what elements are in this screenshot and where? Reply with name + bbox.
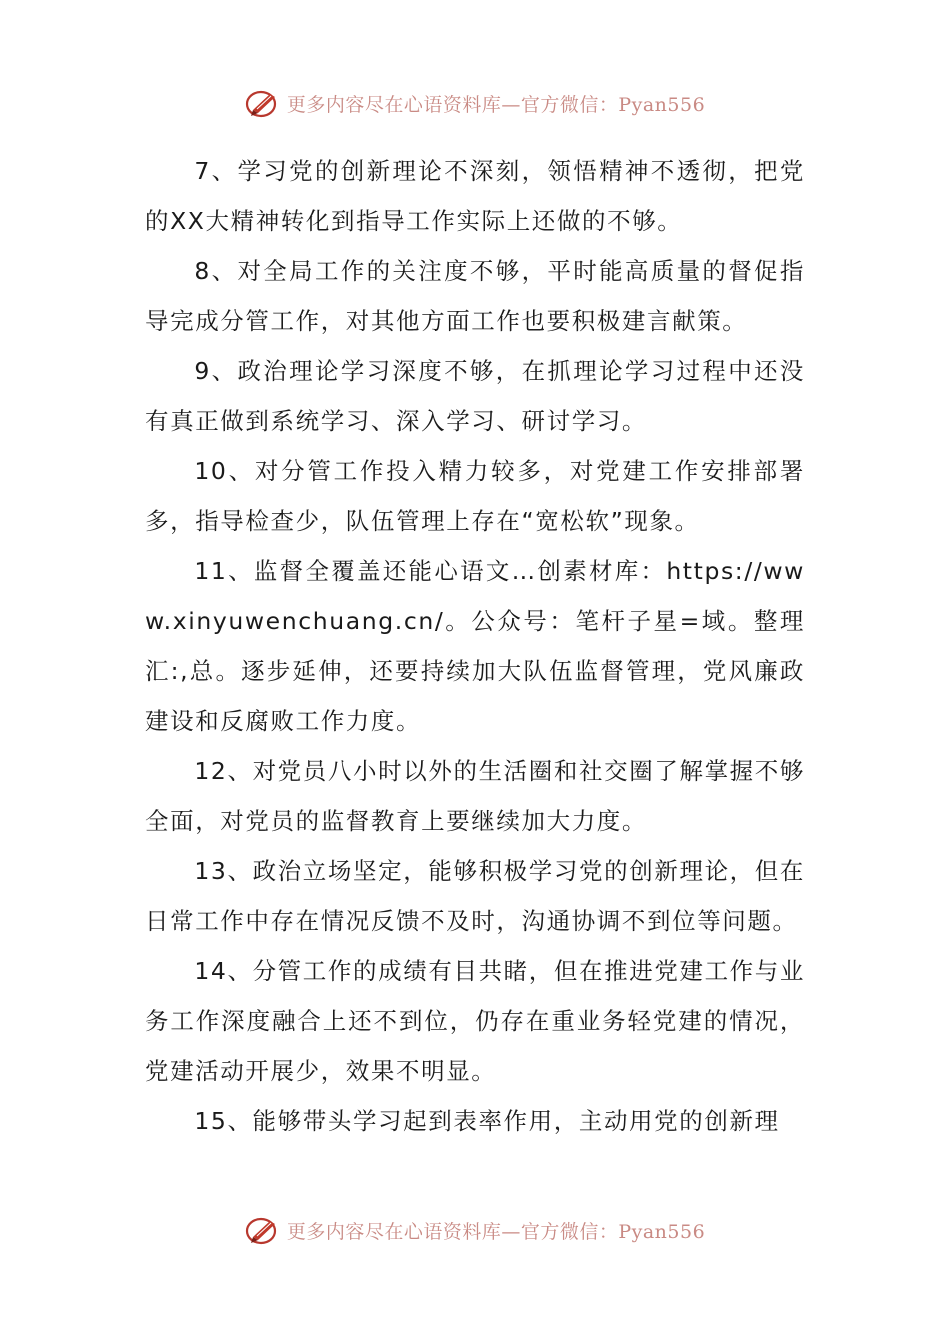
paragraph-13: 13、政治立场坚定，能够积极学习党的创新理论，但在日常工作中存在情况反馈不及时，沟通协调不到位等问题。 (145, 857, 805, 935)
paragraph-9: 9、政治理论学习深度不够，在抓理论学习过程中还没有真正做到系统学习、深入学习、研讨学习。 (145, 357, 805, 435)
header-banner-text: 更多内容尽在心语资料库—官方微信：Pyan556 (286, 93, 706, 116)
footer-banner-text: 更多内容尽在心语资料库—官方微信：Pyan556 (286, 1220, 706, 1243)
paragraph-8: 8、对全局工作的关注度不够，平时能高质量的督促指导完成分管工作，对其他方面工作也要积极建言献策。 (145, 257, 805, 335)
footer-banner (0, 1210, 950, 1250)
document-body (145, 146, 805, 1146)
header-banner (0, 83, 950, 123)
pen-nib-logo-icon (245, 86, 281, 120)
paragraph-15: 15、能够带头学习起到表率作用，主动用党的创新理 (194, 1107, 780, 1135)
paragraph-12: 12、对党员八小时以外的生活圈和社交圈了解掌握不够全面，对党员的监督教育上要继续加大力度。 (145, 757, 805, 835)
paragraph-10: 10、对分管工作投入精力较多，对党建工作安排部署多，指导检查少，队伍管理上存在“宽松软”现象。 (145, 457, 805, 535)
pen-nib-logo-icon (245, 1213, 281, 1247)
paragraph-14: 14、分管工作的成绩有目共睹，但在推进党建工作与业务工作深度融合上还不到位，仍存在重业务轻党建的情况，党建活动开展少，效果不明显。 (145, 957, 805, 1085)
paragraph-7: 7、学习党的创新理论不深刻，领悟精神不透彻，把党的XX大精神转化到指导工作实际上还做的不够。 (145, 157, 805, 235)
paragraph-11: 11、监督全覆盖还能心语文…创素材库：https://www.xinyuwenchuang.cn/。公众号：笔杆子星=域。整理汇:,总。逐步延伸，还要持续加大队伍监督管理，党风廉政建设和反腐败工作力度。 (145, 557, 805, 735)
